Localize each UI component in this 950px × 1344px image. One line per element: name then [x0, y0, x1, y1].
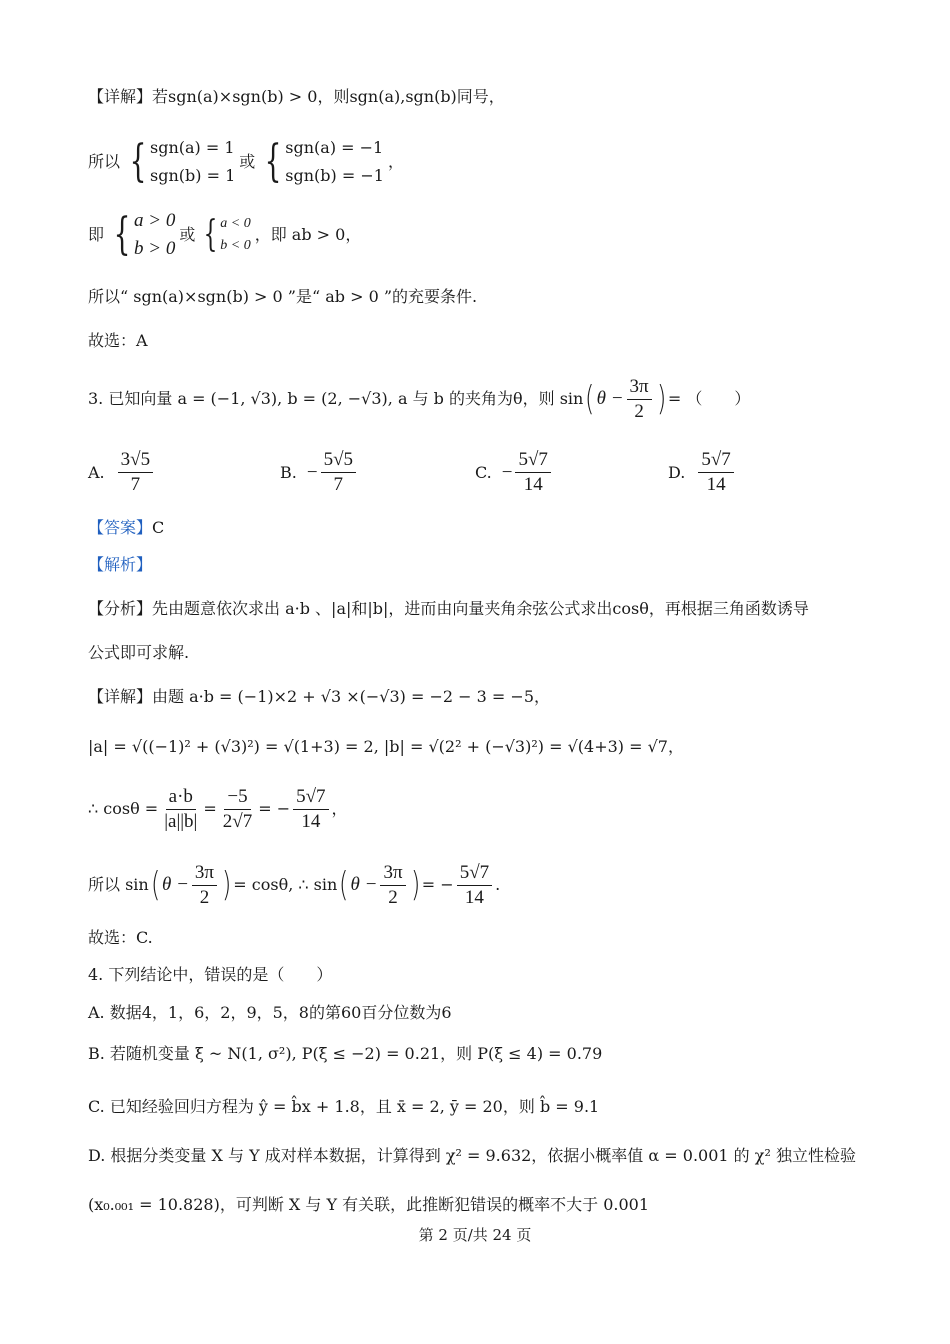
comma: ，	[387, 152, 404, 171]
frac-den: 2	[388, 886, 398, 908]
or-text: 或	[239, 152, 256, 171]
option-num: 5√7	[515, 448, 550, 473]
option-den: 14	[523, 474, 543, 495]
theta: θ −	[162, 874, 189, 895]
q4-option-d-line2: (x₀.₀₀₁ = 10.828)，可判断 X 与 Y 有关联，此推断犯错误的概率不大于 0.001	[88, 1195, 650, 1214]
detail-text: 若sgn(a)×sgn(b) > 0，则sgn(a),sgn(b)同号，	[152, 87, 505, 106]
frac-num: 5√7	[457, 861, 492, 886]
frac-den: 2√7	[222, 810, 253, 832]
suffix-text: ，即 ab > 0，	[254, 225, 362, 244]
frac-den: |a||b|	[164, 810, 198, 832]
q4-stem: 4. 下列结论中，错误的是（ ）	[88, 965, 333, 984]
q3-stem-end: = （ ）	[667, 389, 751, 408]
q3-option-a[interactable]	[88, 448, 156, 497]
step4-mid: = cosθ, ∴ sin	[233, 875, 338, 894]
q3-fraction	[627, 375, 652, 424]
option-den: 7	[130, 474, 141, 495]
option-num: 5√5	[321, 448, 356, 473]
q3-fenxi-line	[88, 598, 809, 620]
fenxi-tag: 【分析】	[88, 599, 153, 618]
case-row: a < 0	[220, 216, 251, 231]
option-num: 5√7	[698, 448, 733, 473]
case-row: sgn(b) = −1	[285, 166, 384, 185]
option-den: 7	[333, 474, 344, 495]
frac-num: a·b	[166, 785, 196, 810]
q3-option-c[interactable]	[475, 448, 554, 497]
page-footer: 第 2 页/共 24 页	[418, 1226, 532, 1244]
prefix-text: 即	[88, 225, 105, 244]
option-sign: −	[501, 461, 513, 483]
q4-option-a[interactable]: A. 数据4，1，6，2，9，5，8的第60百分位数为6	[88, 1003, 452, 1022]
comma: ，	[331, 799, 348, 818]
frac-den: 14	[301, 810, 321, 832]
equals-neg: = −	[258, 799, 291, 818]
q3-option-b[interactable]	[280, 448, 359, 497]
option-label: D.	[668, 463, 686, 482]
case-system-4: { a < 0 b < 0	[203, 214, 251, 255]
prev-conclusion: 所以“ sgn(a)×sgn(b) > 0 ”是“ ab > 0 ”的充要条件.	[88, 287, 478, 306]
case-system-3: { a > 0 b > 0	[108, 207, 175, 263]
q3-fenxi-line-2: 公式即可求解.	[88, 643, 190, 662]
equals-neg: = −	[421, 875, 454, 894]
frac-num: 5√7	[293, 785, 328, 810]
q3-theta: θ −	[596, 388, 624, 409]
q3-stem-text: 3. 已知向量 a = (−1, √3), b = (2, −√3), a 与 b 的夹角为θ，则 sin	[88, 389, 584, 408]
frac-num: −5	[224, 785, 250, 810]
prev-detail-line	[88, 86, 505, 108]
option-num: 3√5	[118, 448, 153, 473]
frac-den: 14	[464, 886, 484, 908]
step-text: 由题 a·b = (−1)×2 + √3 ×(−√3) = −2 − 3 = −5，	[152, 687, 551, 706]
option-label: A.	[88, 463, 105, 482]
prefix-text: 所以	[88, 152, 121, 171]
step3-prefix: ∴ cosθ =	[88, 799, 159, 818]
frac-num: 3π	[627, 375, 652, 400]
q3-detail-step2: |a| = √((−1)² + (√3)²) = √(1+3) = 2, |b| = √(2² + (−√3)²) = √(4+3) = √7，	[88, 737, 684, 756]
q4-option-b[interactable]: B. 若随机变量 ξ ~ N(1, σ²), P(ξ ≤ −2) = 0.21，则 P(ξ ≤ 4) = 0.79	[88, 1044, 603, 1063]
q3-answer-line	[88, 517, 164, 539]
fenxi-text: 先由题意依次求出 a·b 、|a|和|b|，进而由向量夹角余弦公式求出cosθ，再根据三角函数诱导	[152, 599, 809, 618]
equals: =	[203, 799, 217, 818]
case-row: sgn(b) = 1	[150, 166, 236, 185]
prev-system-line-2	[88, 205, 361, 265]
prev-choice: 故选：A	[88, 331, 148, 350]
frac-num: 3π	[380, 861, 405, 886]
right-paren: )	[656, 379, 666, 419]
q4-option-c[interactable]: C. 已知经验回归方程为 ŷ = b̂x + 1.8，且 x̄ = 2, ȳ = 20，则 b̂ = 9.1	[88, 1097, 600, 1116]
detail-tag: 【详解】	[88, 87, 153, 106]
q3-detail-step4: 所以 sin ( θ − $\frac{3\pi}{2}$ ) = cosθ, ∴ sin ( θ − $\frac{3\pi}{2}$ ) = − $\frac{5√7}{14}$ .	[88, 861, 501, 908]
q4-option-d-line1[interactable]: D. 根据分类变量 X 与 Y 成对样本数据，计算得到 χ² = 9.632，依据小概率值 α = 0.001 的 χ² 独立性检验	[88, 1146, 856, 1165]
case-system-2: { sgn(a) = −1 sgn(b) = −1	[259, 134, 384, 190]
option-sign: −	[306, 461, 318, 483]
answer-value: C	[152, 518, 165, 537]
theta: θ −	[350, 874, 378, 895]
q3-stem	[88, 375, 751, 422]
prev-system-line	[88, 132, 404, 192]
case-row: b < 0	[220, 238, 251, 253]
or-text: 或	[179, 225, 196, 244]
step4-prefix: 所以 sin	[88, 875, 149, 894]
q3-detail-step3	[88, 782, 348, 836]
left-paren: (	[585, 379, 595, 419]
frac-den: 2	[634, 400, 644, 422]
period: .	[495, 875, 501, 894]
answer-tag: 【答案】	[88, 518, 153, 537]
case-row: b > 0	[134, 238, 176, 259]
detail-tag: 【详解】	[88, 687, 153, 706]
q3-choice: 故选：C.	[88, 928, 153, 947]
q3-option-d[interactable]	[668, 448, 737, 497]
case-system-1: { sgn(a) = 1 sgn(b) = 1	[124, 134, 235, 190]
option-label: B.	[280, 463, 297, 482]
option-den: 14	[706, 474, 726, 495]
case-row: a > 0	[134, 210, 176, 231]
frac-num: 3π	[192, 861, 217, 886]
q3-detail-step1	[88, 686, 550, 708]
q3-analysis-tag: 【解析】	[88, 555, 153, 574]
case-row: sgn(a) = 1	[150, 138, 235, 157]
frac-den: 2	[199, 886, 210, 908]
case-row: sgn(a) = −1	[285, 138, 384, 157]
option-label: C.	[475, 463, 492, 482]
